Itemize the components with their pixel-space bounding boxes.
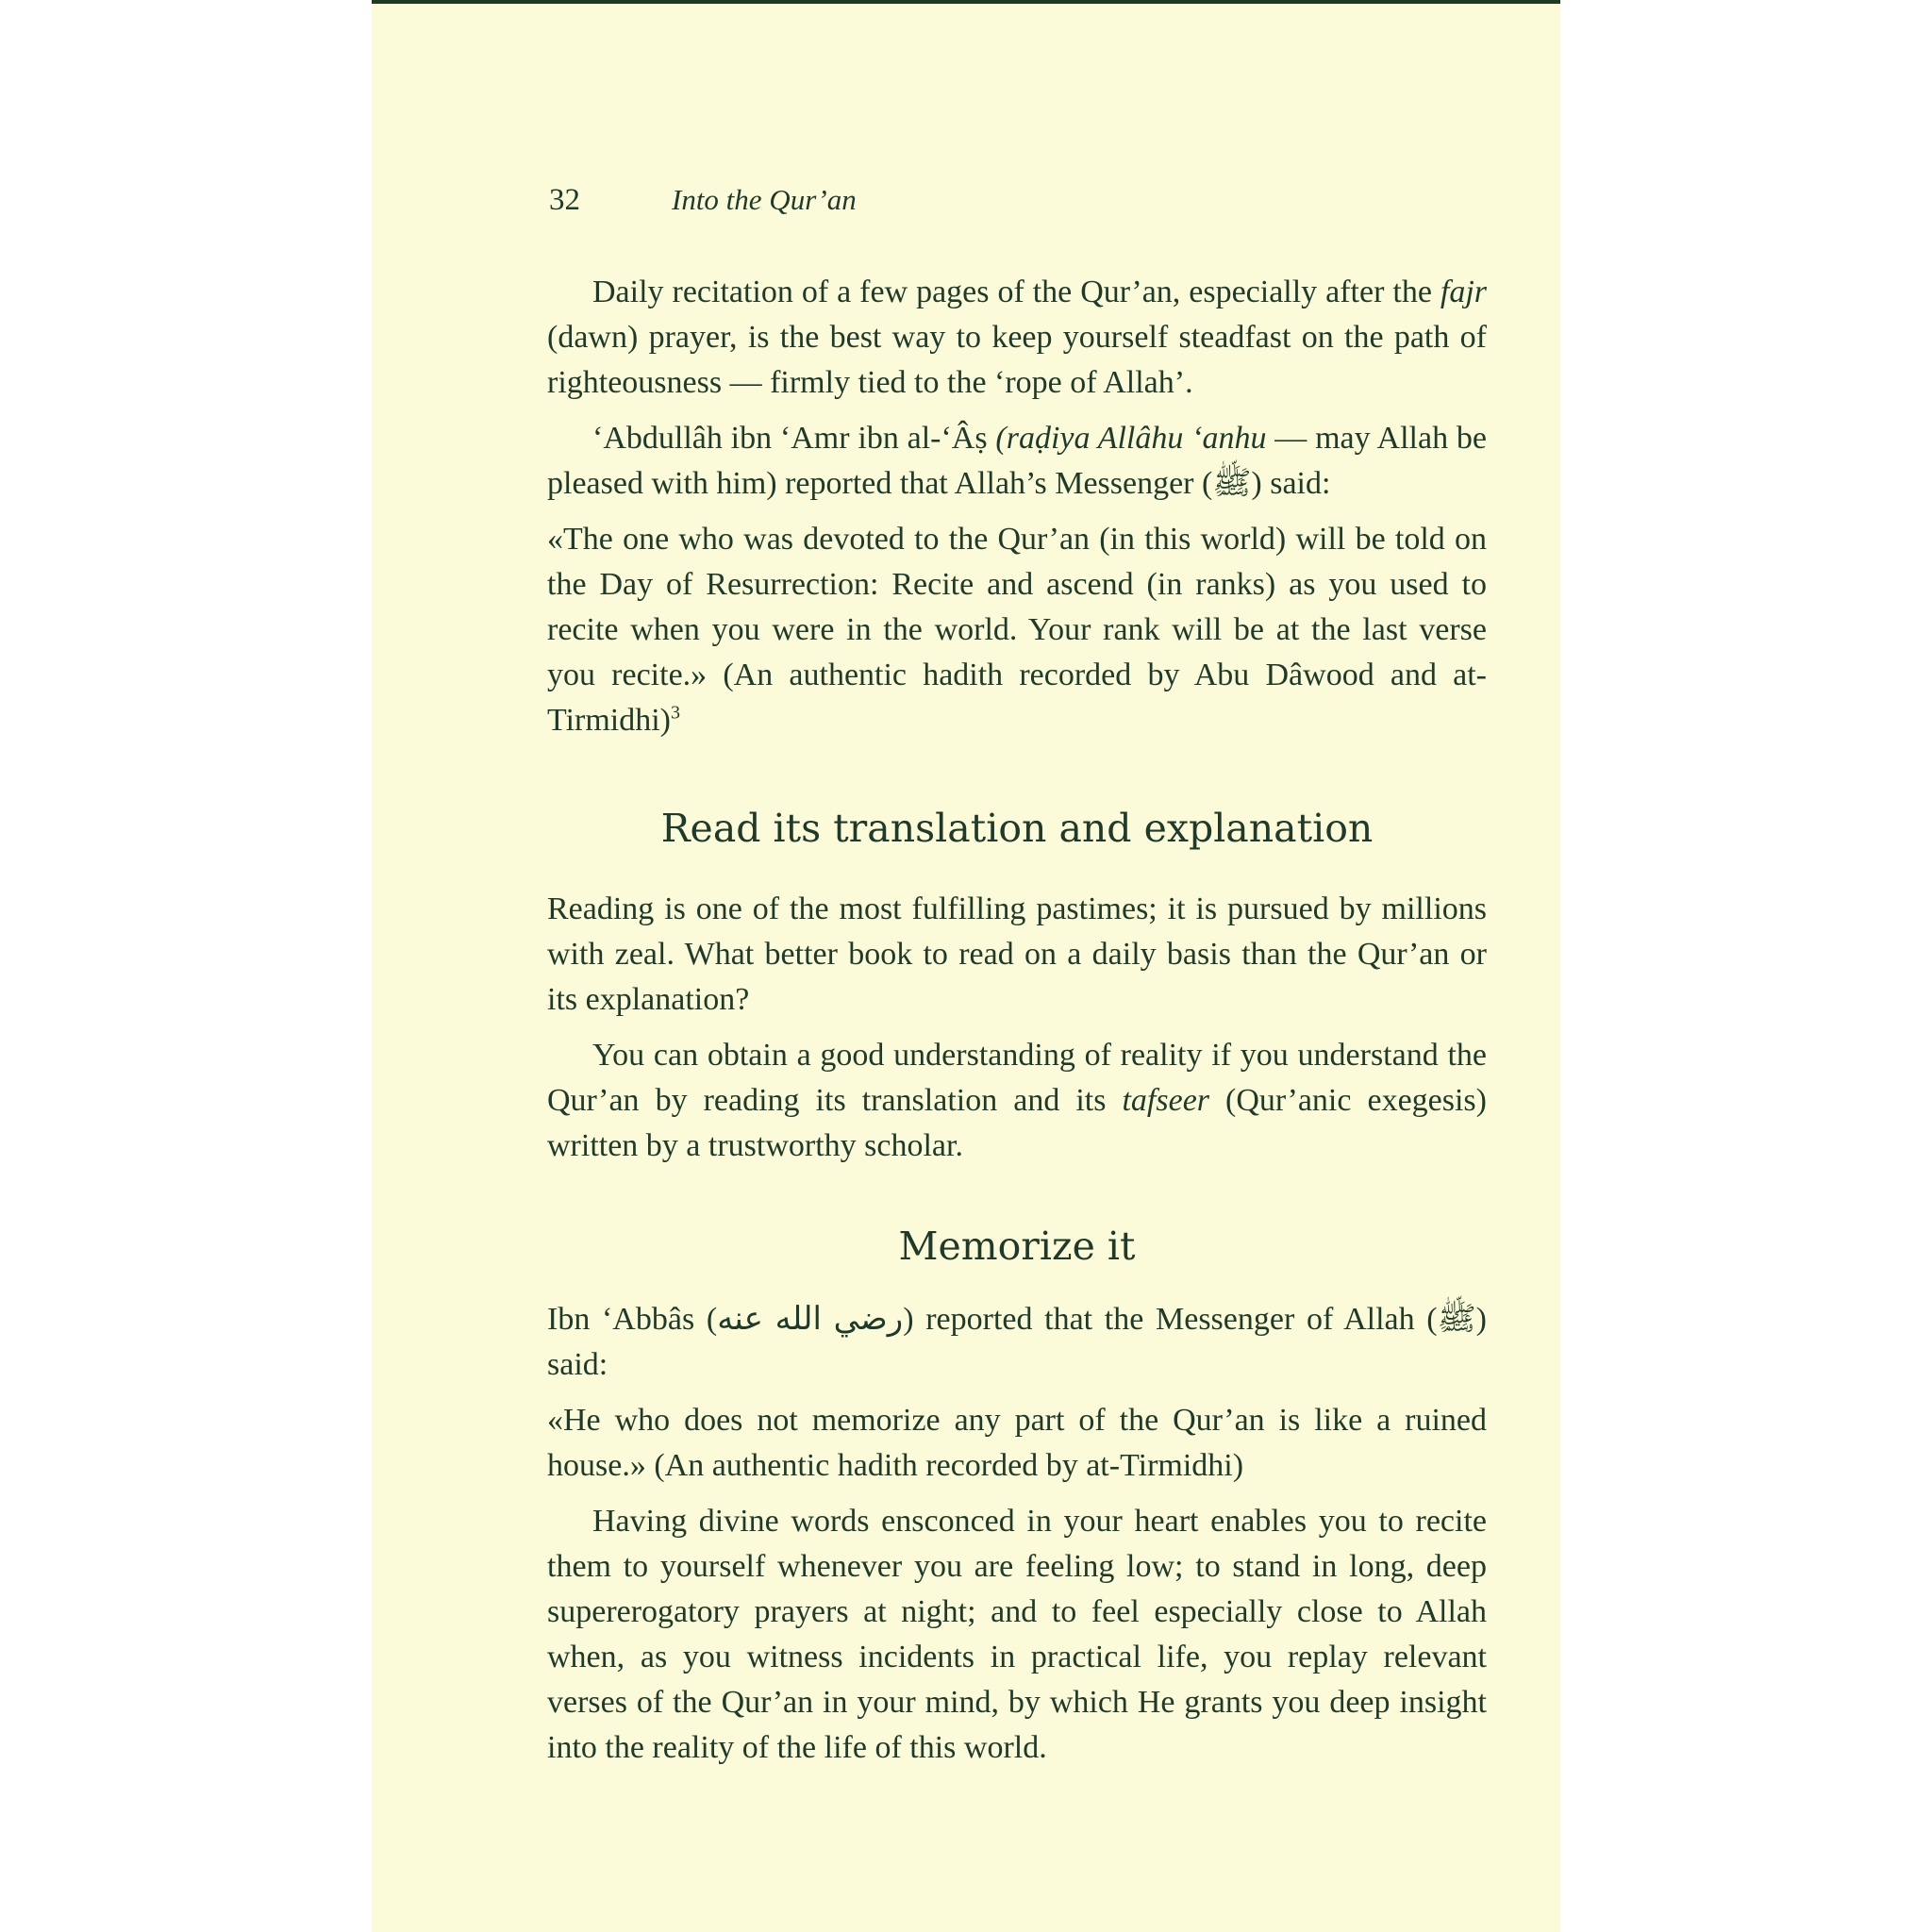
italic-term: fajr	[1440, 275, 1487, 309]
book-page	[372, 0, 1560, 1932]
paragraph: Having divine words ensconced in your heart enables you to recite them to yourself whenever you are feeling low; to stand in long, deep supererogatory prayers at night; and to feel especially close to Allah when, as you witness incidents in practical life, you replay relevant verses of the Qur’an in your mind, by which He grants you deep insight into the reality of the life of this world.	[547, 1504, 1487, 1765]
page-header	[549, 183, 857, 218]
section-heading: Read its translation and explanation	[660, 806, 1374, 851]
text-run: «The one who was devoted to the Qur’an (in this world) will be told on the Day of Resurrection: Recite and ascend (in ranks) as you used to recite when you were in the world. Your rank will be at the last verse you recite.» (An authentic hadith recorded by Abu Dâwood and at-Tirmidhi)	[547, 522, 1487, 738]
text-run: (dawn) prayer, is the best way to keep yourself steadfast on the path of righteousness — firmly tied to the ‘rope of Allah’.	[547, 320, 1487, 400]
paragraph	[547, 1033, 1487, 1169]
text-run: ‘Abdullâh ibn ‘Amr ibn al-‘Âṣ	[592, 421, 996, 456]
paragraph: Reading is one of the most fulfilling pastimes; it is pursued by millions with zeal. What better book to read on a daily basis than the Qur’an or its explanation?	[547, 891, 1487, 1017]
footnote-marker: 3	[671, 702, 681, 724]
paragraph	[547, 416, 1487, 507]
italic-term: tafseer	[1122, 1083, 1210, 1118]
text-run: Daily recitation of a few pages of the Qur’an, especially after the	[592, 275, 1441, 309]
text-run: You can obtain a good understanding of reality if you understand the Qur’an by reading its translation and its	[547, 1038, 1487, 1118]
page-content	[547, 270, 1487, 1781]
paragraph: Ibn ‘Abbâs (رضي الله عنه) reported that the Messenger of Allah (ﷺ) said:	[547, 1302, 1487, 1382]
text-run: — may Allah be pleased with him) reported that Allah’s Messenger (ﷺ) said:	[547, 421, 1487, 501]
hadith-quote: «He who does not memorize any part of the Qur’an is like a ruined house.» (An authentic hadith recorded by at-Tirmidhi)	[547, 1403, 1487, 1483]
hadith-quote	[547, 517, 1487, 743]
text-run: (Qur’anic exegesis) written by a trustworthy scholar.	[547, 1083, 1487, 1163]
italic-term: (raḍiya Allâhu ‘anhu	[995, 421, 1267, 456]
section-heading: Memorize it	[898, 1224, 1136, 1269]
running-title: Into the Qur’an	[672, 183, 857, 216]
page-number: 32	[549, 183, 580, 217]
paragraph	[547, 270, 1487, 406]
